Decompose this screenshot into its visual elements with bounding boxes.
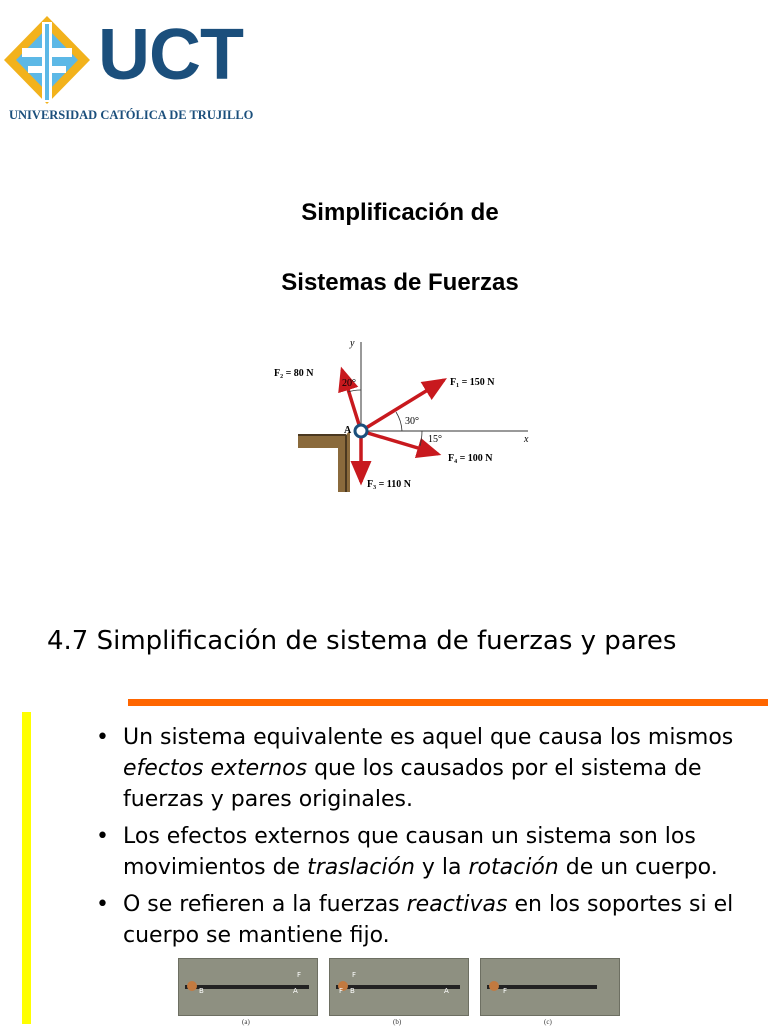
angle-15-label: 15°	[428, 434, 442, 445]
emphasis-text: efectos externos	[123, 756, 308, 781]
photo-c	[480, 958, 620, 1016]
label-f: F	[297, 971, 302, 979]
yellow-accent-bar	[22, 712, 31, 1024]
y-axis-label: y	[350, 338, 355, 349]
bullet-text: en los soportes si el cuerpo se mantiene fijo.	[123, 892, 734, 948]
caption-a: (a)	[242, 1018, 250, 1026]
emphasis-text: reactivas	[406, 892, 508, 917]
section-heading: 4.7 Simplificación de sistema de fuerzas y pares	[47, 626, 677, 656]
force-f3-label: F₃ = 110 N	[367, 479, 411, 490]
x-axis-label: x	[524, 434, 529, 445]
emphasis-text: traslación	[307, 855, 415, 880]
label-f: F	[352, 971, 357, 979]
angle-30-label: 30°	[405, 416, 419, 427]
bullet-text: que los causados por el sistema de fuerzas y pares originales.	[123, 756, 702, 812]
force-f4-arrow	[361, 431, 438, 454]
logo-wordmark: UCT	[98, 15, 243, 95]
bullet-text: de un cuerpo.	[558, 855, 718, 880]
uct-logo	[0, 10, 270, 125]
bullet-dot: •	[96, 824, 109, 849]
angle-20-label: 20°	[342, 378, 356, 389]
emphasis-text: rotación	[468, 855, 559, 880]
logo-subtitle: UNIVERSIDAD CATÓLICA DE TRUJILLO	[9, 108, 254, 122]
label-f: F	[503, 987, 508, 995]
hand-marker	[187, 981, 197, 991]
force-f1-arrow	[361, 380, 444, 431]
force-diagram	[262, 330, 540, 498]
photo-a	[178, 958, 318, 1016]
caption-c: (c)	[544, 1018, 552, 1026]
bullet-text: Un sistema equivalente es aquel que causa los mismos	[123, 725, 734, 750]
pin-a	[355, 425, 367, 437]
caption-b: (b)	[393, 1018, 402, 1026]
bullet-dot: •	[96, 892, 109, 917]
label-a: A	[293, 987, 298, 995]
force-f1-label: F₁ = 150 N	[450, 377, 495, 388]
uct-emblem-icon	[2, 14, 92, 106]
point-a-label: A	[344, 425, 352, 436]
photo-b	[329, 958, 469, 1016]
title-line-2: Sistemas de Fuerzas	[281, 269, 519, 296]
title-line-1: Simplificación de	[301, 199, 499, 226]
bullet-item	[92, 889, 762, 951]
bullet-item	[92, 821, 762, 883]
hand-marker	[489, 981, 499, 991]
bullet-text: O se refieren a la fuerzas	[123, 892, 407, 917]
bullet-text: Los efectos externos que causan un sistema son los movimientos de	[123, 824, 696, 880]
bullet-dot: •	[96, 725, 109, 750]
orange-divider	[128, 699, 768, 706]
label-f: F	[339, 987, 344, 995]
label-b: B	[350, 987, 355, 995]
force-f4-label: F₄ = 100 N	[448, 453, 493, 464]
bullet-list	[92, 722, 762, 957]
force-f2-label: F₂ = 80 N	[274, 368, 314, 379]
label-a: A	[444, 987, 449, 995]
bullet-text: y la	[414, 855, 469, 880]
label-b: B	[199, 987, 204, 995]
rod-photos	[178, 958, 620, 1024]
wall-support	[298, 430, 350, 492]
bullet-item	[92, 722, 762, 815]
